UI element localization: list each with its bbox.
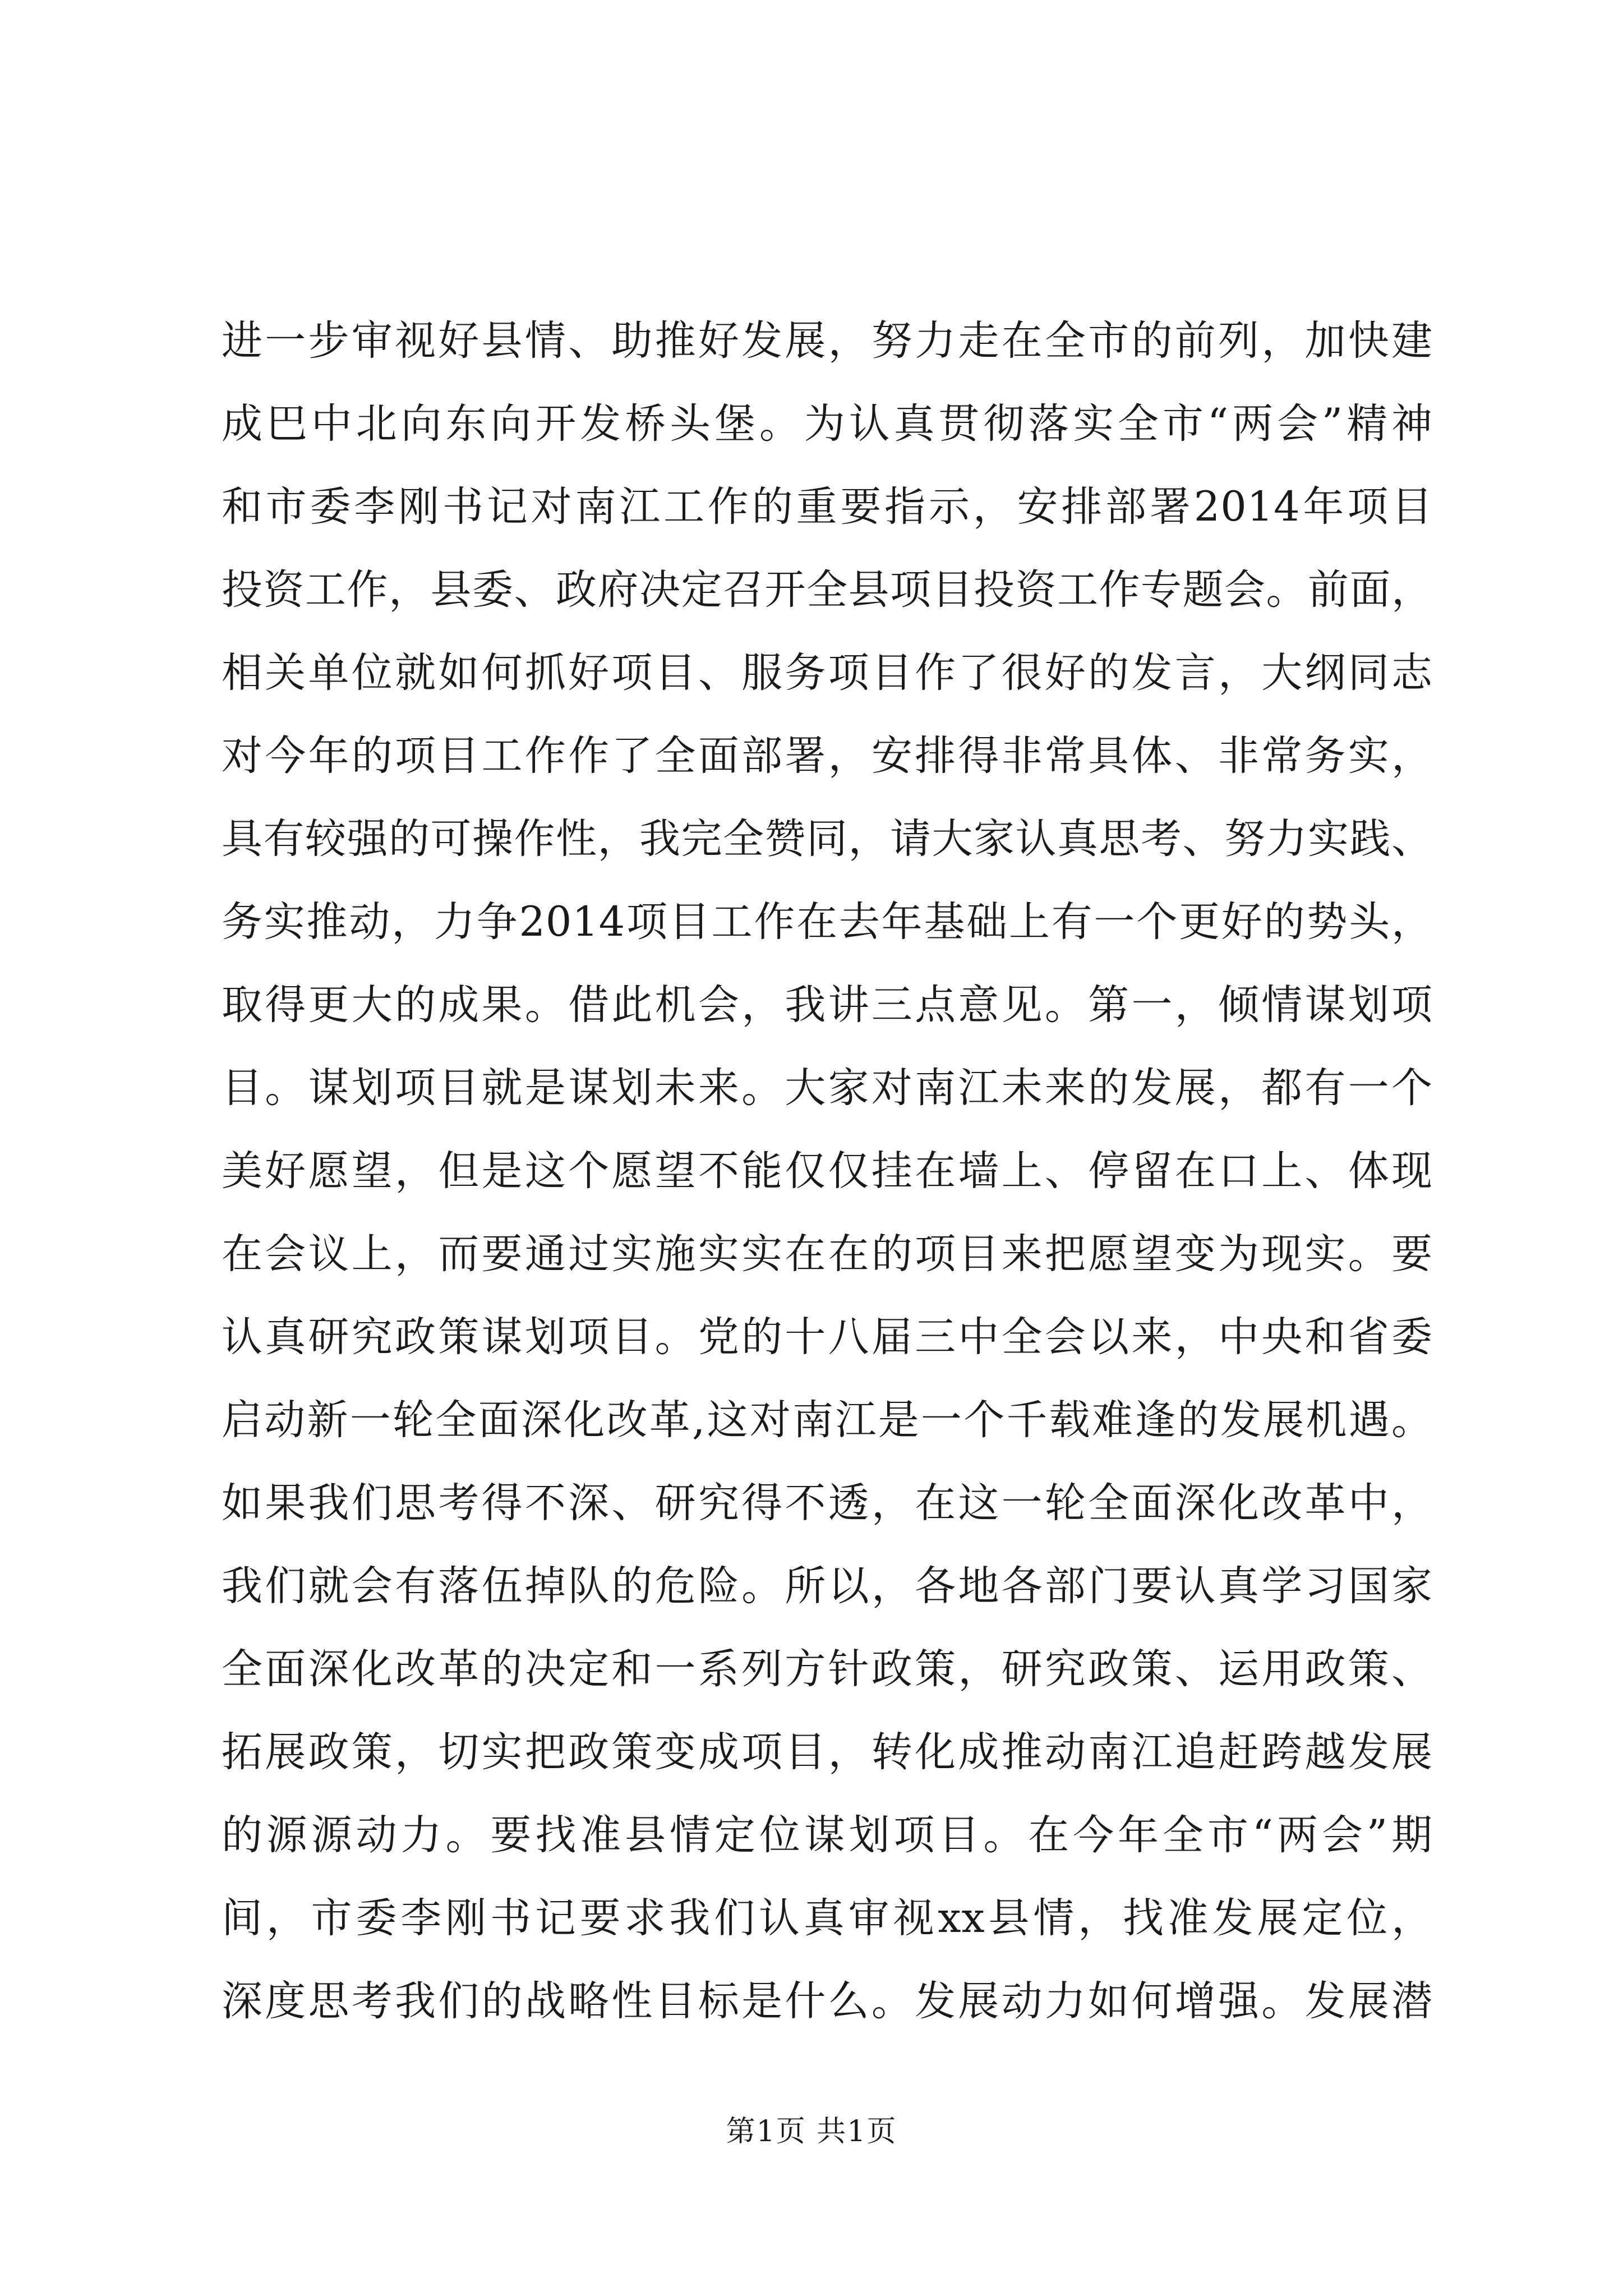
text-line: 拓展政策，切实把政策变成项目，转化成推动南江追赶跨越发展	[222, 1728, 1433, 1776]
text-line: 的源源动力。要找准县情定位谋划项目。在今年全市“两会”期	[222, 1811, 1433, 1859]
text-line: 和市委李刚书记对南江工作的重要指示，安排部署2014年项目	[222, 483, 1433, 531]
text-line: 美好愿望，但是这个愿望不能仅仅挂在墙上、停留在口上、体现	[222, 1147, 1433, 1195]
text-line: 我们就会有落伍掉队的危险。所以，各地各部门要认真学习国家	[222, 1562, 1433, 1610]
text-line: 如果我们思考得不深、研究得不透，在这一轮全面深化改革中，	[222, 1479, 1433, 1527]
text-line: 务实推动，力争2014项目工作在去年基础上有一个更好的势头，	[222, 898, 1433, 946]
text-line: 启动新一轮全面深化改革,这对南江是一个千载难逢的发展机遇。	[222, 1396, 1433, 1444]
text-line: 在会议上，而要通过实施实实在在的项目来把愿望变为现实。要	[222, 1230, 1433, 1278]
document-body	[222, 300, 1433, 2043]
page-number-footer: 第1页 共1页	[726, 2115, 897, 2148]
text-line: 对今年的项目工作作了全面部署，安排得非常具体、非常务实，	[222, 732, 1433, 780]
text-line: 取得更大的成果。借此机会，我讲三点意见。第一，倾情谋划项	[222, 981, 1433, 1029]
text-line: 成巴中北向东向开发桥头堡。为认真贯彻落实全市“两会”精神	[222, 400, 1433, 448]
text-line: 相关单位就如何抓好项目、服务项目作了很好的发言，大纲同志	[222, 649, 1433, 697]
text-line: 具有较强的可操作性，我完全赞同，请大家认真思考、努力实践、	[222, 815, 1433, 863]
text-line: 投资工作，县委、政府决定召开全县项目投资工作专题会。前面，	[222, 566, 1433, 614]
text-line: 间，市委李刚书记要求我们认真审视xx县情，找准发展定位，	[222, 1894, 1433, 1942]
text-line: 深度思考我们的战略性目标是什么。发展动力如何增强。发展潜	[222, 1977, 1433, 2025]
text-line: 进一步审视好县情、助推好发展，努力走在全市的前列，加快建	[222, 317, 1433, 365]
text-line: 全面深化改革的决定和一系列方针政策，研究政策、运用政策、	[222, 1645, 1433, 1693]
text-line: 认真研究政策谋划项目。党的十八届三中全会以来，中央和省委	[222, 1313, 1433, 1361]
text-line: 目。谋划项目就是谋划未来。大家对南江未来的发展，都有一个	[222, 1064, 1433, 1112]
